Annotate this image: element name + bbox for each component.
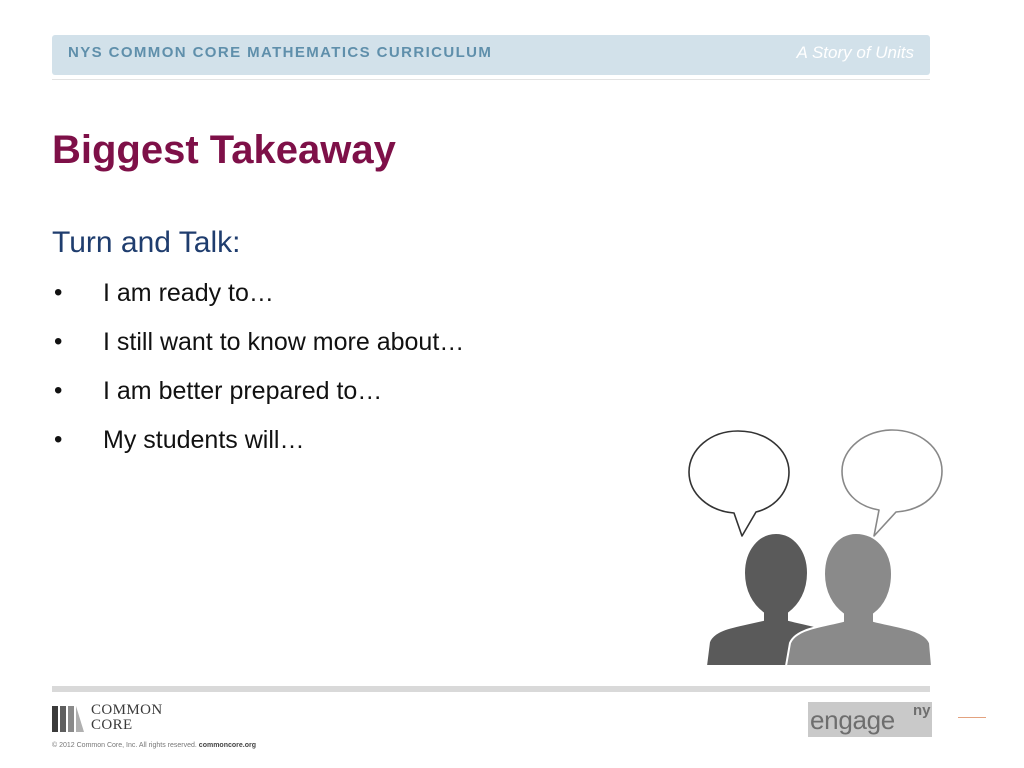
speech-bubble-icon — [689, 431, 789, 536]
slide-subtitle: Turn and Talk: — [52, 226, 241, 259]
bullet-marker: • — [54, 377, 63, 404]
slide-title: Biggest Takeaway — [52, 128, 396, 172]
copyright-notice — [52, 742, 256, 749]
bullet-text: I am ready to… — [103, 279, 274, 307]
common-core-logo — [52, 702, 192, 735]
engageny-logo — [808, 702, 932, 737]
accent-divider — [958, 717, 986, 718]
bullet-text: I still want to know more about… — [103, 328, 465, 356]
bullet-marker: • — [54, 279, 63, 306]
bullet-text: My students will… — [103, 426, 305, 454]
bullet-text: I am better prepared to… — [103, 377, 383, 405]
speech-bubble-icon — [842, 430, 942, 536]
engage-ny-mark: ny — [913, 702, 931, 719]
header-bar — [52, 35, 930, 75]
person-silhouette-icon — [786, 533, 932, 666]
copyright-text: © 2012 Common Core, Inc. All rights reserved. — [52, 742, 197, 749]
bullet-marker: • — [54, 328, 63, 355]
logo-line-1: COMMON — [91, 702, 163, 718]
copyright-link[interactable]: commoncore.org — [198, 742, 256, 749]
header-divider — [52, 79, 930, 80]
engage-wordmark: engage — [810, 705, 895, 735]
logo-line-2: CORE — [91, 717, 133, 733]
bullet-marker: • — [54, 426, 63, 453]
common-core-wordmark — [91, 703, 163, 733]
series-title: A Story of Units — [796, 43, 914, 62]
footer-divider — [52, 686, 930, 692]
turn-and-talk-illustration — [684, 428, 946, 668]
curriculum-title: NYS COMMON CORE MATHEMATICS CURRICULUM — [68, 44, 493, 61]
common-core-bars-icon — [52, 706, 84, 732]
